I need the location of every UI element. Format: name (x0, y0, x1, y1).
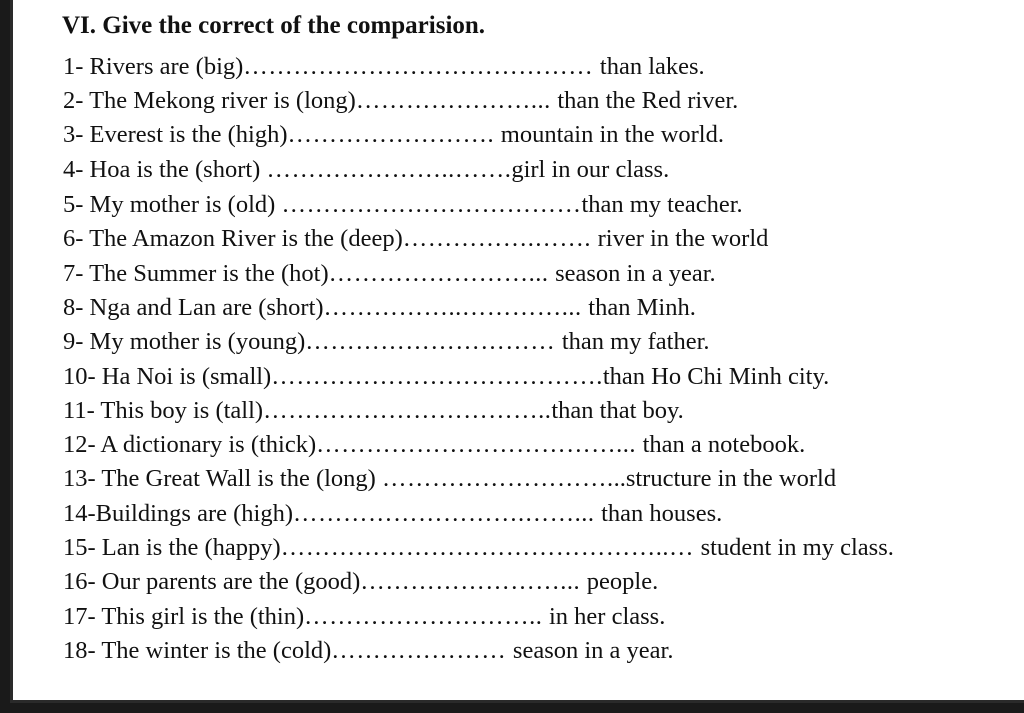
exercise-line-6 (63, 227, 768, 252)
answer-blank[interactable]: ……………………. (287, 121, 501, 148)
line-prefix: 14-Buildings are (high) (63, 500, 293, 527)
answer-blank[interactable]: …………………..……. (266, 156, 512, 183)
line-suffix: mountain in the world. (500, 121, 724, 148)
line-prefix: 18- The winter is the (cold) (63, 637, 332, 664)
line-suffix: than that boy. (551, 397, 684, 424)
line-suffix: in her class. (549, 603, 666, 630)
line-suffix: ..structure in the world (613, 465, 837, 492)
exercise-line-7 (63, 262, 716, 287)
exercise-line-18 (63, 639, 673, 664)
answer-blank[interactable]: …………………………………. (271, 363, 603, 390)
answer-blank[interactable]: ………………………. (381, 465, 614, 492)
answer-blank[interactable]: …………………………………… (243, 53, 600, 80)
exercise-line-16 (63, 570, 658, 595)
line-suffix: student in my class. (700, 534, 894, 561)
line-prefix: 6- The Amazon River is the (deep) (63, 225, 403, 252)
answer-blank[interactable]: ……………………………… (281, 191, 582, 218)
line-prefix: 1- Rivers are (big) (63, 53, 244, 80)
line-suffix: girl in our class. (511, 156, 670, 183)
line-prefix: 8- Nga and Lan are (short) (63, 294, 324, 321)
exercise-line-1 (63, 55, 705, 80)
answer-blank[interactable]: …………….……. (402, 225, 598, 252)
answer-blank[interactable]: ………………………………………..… (280, 534, 701, 561)
answer-blank[interactable]: ……………………... (360, 568, 587, 595)
answer-blank[interactable]: …………………... (355, 87, 558, 114)
exercise-line-10 (63, 365, 829, 390)
line-prefix: 11- This boy is (tall) (63, 397, 264, 424)
line-prefix: 3- Everest is the (high) (63, 121, 288, 148)
answer-blank[interactable]: ……………………….……... (293, 500, 602, 527)
exercise-title: VI. Give the correct of the comparision. (62, 12, 486, 39)
exercise-line-2 (63, 89, 738, 114)
exercise-line-12 (63, 433, 805, 458)
line-suffix: than Ho Chi Minh city. (602, 363, 830, 390)
exercise-line-11 (63, 399, 684, 424)
exercise-line-17 (63, 605, 665, 630)
line-suffix: season in a year. (512, 637, 674, 664)
exercise-line-8 (63, 296, 696, 321)
exercise-line-5 (63, 193, 743, 218)
line-suffix: than houses. (601, 500, 723, 527)
line-prefix: 13- The Great Wall is the (long) (63, 465, 382, 492)
line-prefix: 16- Our parents are the (good) (63, 568, 361, 595)
line-suffix: river in the world (597, 225, 769, 252)
answer-blank[interactable]: ………………… (331, 637, 513, 664)
line-suffix: than my father. (561, 328, 710, 355)
answer-blank[interactable]: ……………..…………... (323, 294, 589, 321)
line-prefix: 17- This girl is the (thin) (63, 603, 305, 630)
line-suffix: season in a year. (555, 260, 716, 287)
line-suffix: than my teacher. (581, 191, 743, 218)
worksheet-page (10, 0, 1024, 703)
exercise-line-4 (63, 158, 669, 183)
line-suffix: than Minh. (588, 294, 696, 321)
line-prefix: 12- A dictionary is (thick) (63, 431, 317, 458)
answer-blank[interactable]: …………………………….. (263, 397, 552, 424)
answer-blank[interactable]: ……………………….. (304, 603, 549, 630)
answer-blank[interactable]: ………………………………... (316, 431, 643, 458)
line-prefix: 4- Hoa is the (short) (63, 156, 267, 183)
line-suffix: people. (586, 568, 659, 595)
line-suffix: than a notebook. (642, 431, 806, 458)
answer-blank[interactable]: ……………………... (328, 260, 556, 287)
exercise-line-3 (63, 123, 724, 148)
exercise-line-13 (63, 467, 836, 492)
exercise-line-14 (63, 502, 722, 527)
answer-blank[interactable]: ………………………… (305, 328, 562, 355)
exercise-line-9 (63, 330, 710, 355)
exercise-line-15 (63, 536, 894, 561)
line-prefix: 9- My mother is (young) (63, 328, 306, 355)
line-prefix: 5- My mother is (old) (63, 191, 282, 218)
line-suffix: than the Red river. (557, 87, 739, 114)
line-prefix: 15- Lan is the (happy) (63, 534, 281, 561)
line-prefix: 10- Ha Noi is (small) (63, 363, 272, 390)
line-suffix: than lakes. (599, 53, 705, 80)
line-prefix: 7- The Summer is the (hot) (63, 260, 329, 287)
line-prefix: 2- The Mekong river is (long) (63, 87, 356, 114)
